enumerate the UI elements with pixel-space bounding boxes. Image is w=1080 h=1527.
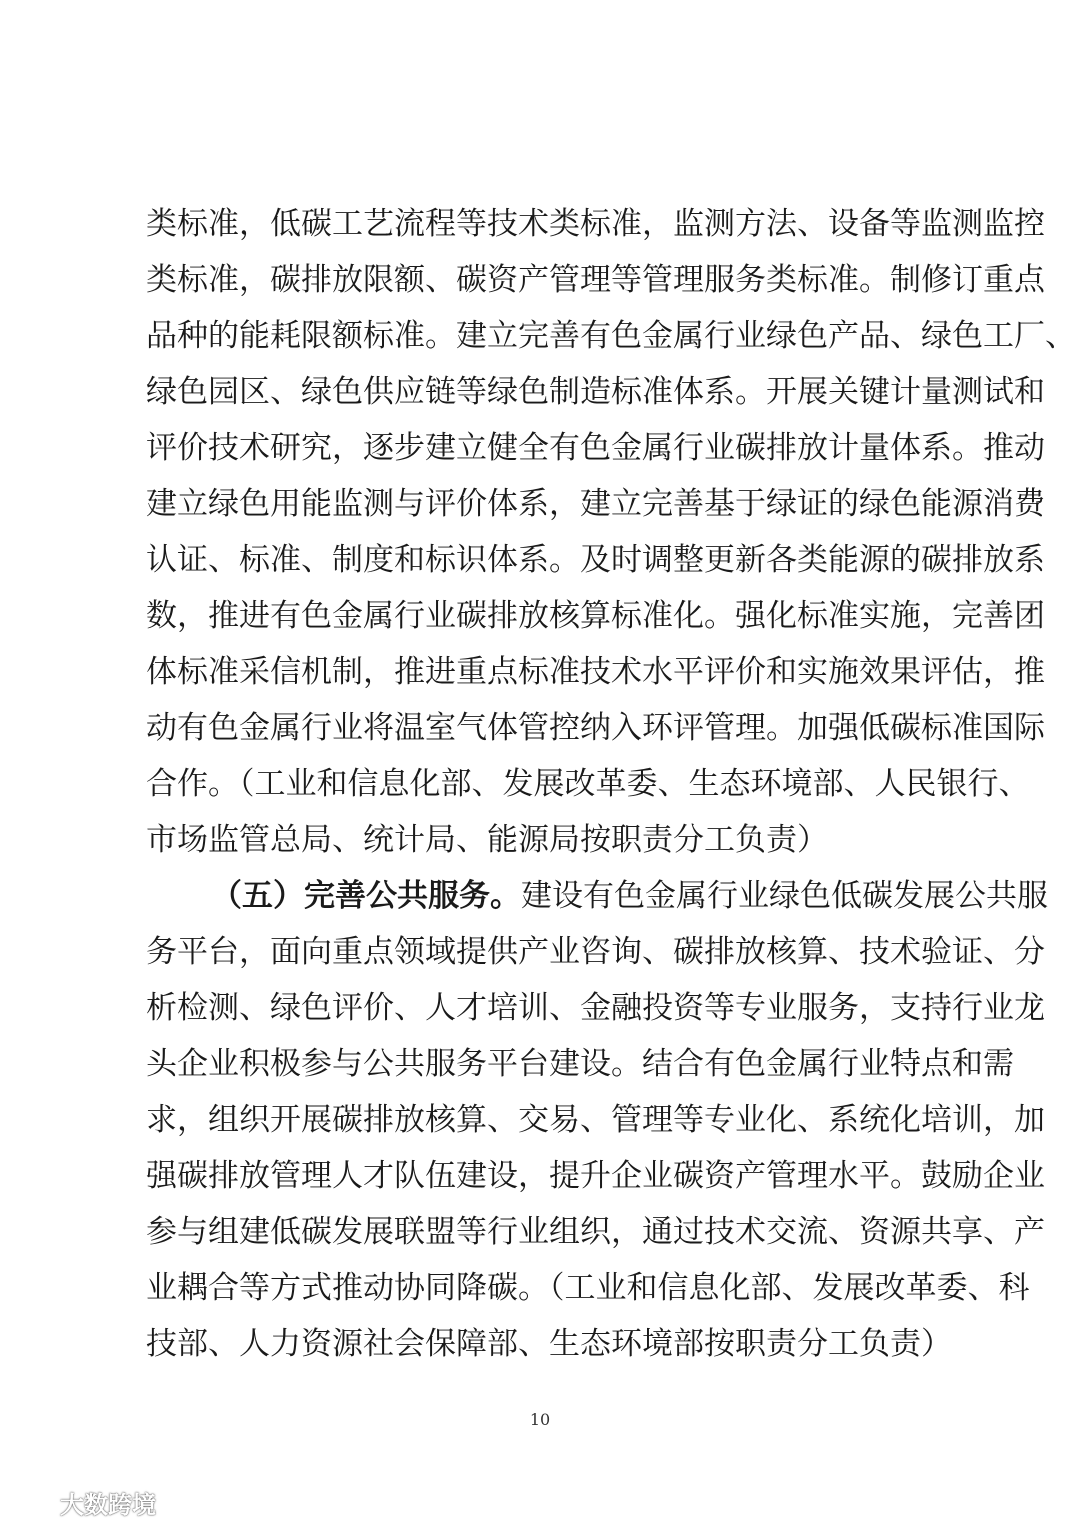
paragraph-line: 类标准，碳排放限额、碳资产管理等管理服务类标准。制修订重点 (146, 262, 1045, 298)
page-number: 10 (529, 1410, 551, 1429)
paragraph-line: 强碳排放管理人才队伍建设，提升企业碳资产管理水平。鼓励企业 (146, 1158, 1045, 1194)
paragraph-line: 技部、人力资源社会保障部、生态环境部按职责分工负责） (146, 1326, 952, 1362)
paragraph-line: 评价技术研究，逐步建立健全有色金属行业碳排放计量体系。推动 (146, 430, 1045, 466)
paragraph-line: 求，组织开展碳排放核算、交易、管理等专业化、系统化培训，加 (146, 1102, 1045, 1138)
paragraph-line: 建立绿色用能监测与评价体系，建立完善基于绿证的绿色能源消费 (146, 486, 1045, 522)
paragraph-line: 数，推进有色金属行业碳排放核算标准化。强化标准实施，完善团 (146, 598, 1045, 634)
chat-bubble-logo-icon (8, 1487, 54, 1517)
watermark-text: 大数跨境 (60, 1490, 156, 1519)
paragraph-line: 类标准，低碳工艺流程等技术类标准，监测方法、设备等监测监控 (146, 206, 1045, 242)
paragraph-line: 务平台，面向重点领域提供产业咨询、碳排放核算、技术验证、分 (146, 934, 1045, 970)
paragraph-line: 头企业积极参与公共服务平台建设。结合有色金属行业特点和需 (146, 1046, 1014, 1082)
watermark (8, 1484, 156, 1520)
paragraph-line: 市场监管总局、统计局、能源局按职责分工负责） (146, 822, 828, 858)
section-heading-rest: 建设有色金属行业绿色低碳发展公共服 (521, 878, 1048, 914)
paragraph-line: 业耦合等方式推动协同降碳。（工业和信息化部、发展改革委、科 (146, 1270, 1030, 1306)
paragraph-line: 动有色金属行业将温室气体管控纳入环评管理。加强低碳标准国际 (146, 710, 1045, 746)
paragraph-line: 合作。（工业和信息化部、发展改革委、生态环境部、人民银行、 (146, 766, 1030, 802)
section-heading: （五）完善公共服务。 (211, 878, 521, 914)
paragraph-line: 认证、标准、制度和标识体系。及时调整更新各类能源的碳排放系 (146, 542, 1045, 578)
paragraph-line: 体标准采信机制，推进重点标准技术水平评价和实施效果评估，推 (146, 654, 1045, 690)
section-heading-line (211, 870, 1048, 922)
paragraph-line: 参与组建低碳发展联盟等行业组织，通过技术交流、资源共享、产 (146, 1214, 1045, 1250)
paragraph-line: 绿色园区、绿色供应链等绿色制造标准体系。开展关键计量测试和 (146, 374, 1045, 410)
paragraph-line: 品种的能耗限额标准。建立完善有色金属行业绿色产品、绿色工厂、 (146, 318, 1076, 354)
paragraph-line: 析检测、绿色评价、人才培训、金融投资等专业服务，支持行业龙 (146, 990, 1045, 1026)
